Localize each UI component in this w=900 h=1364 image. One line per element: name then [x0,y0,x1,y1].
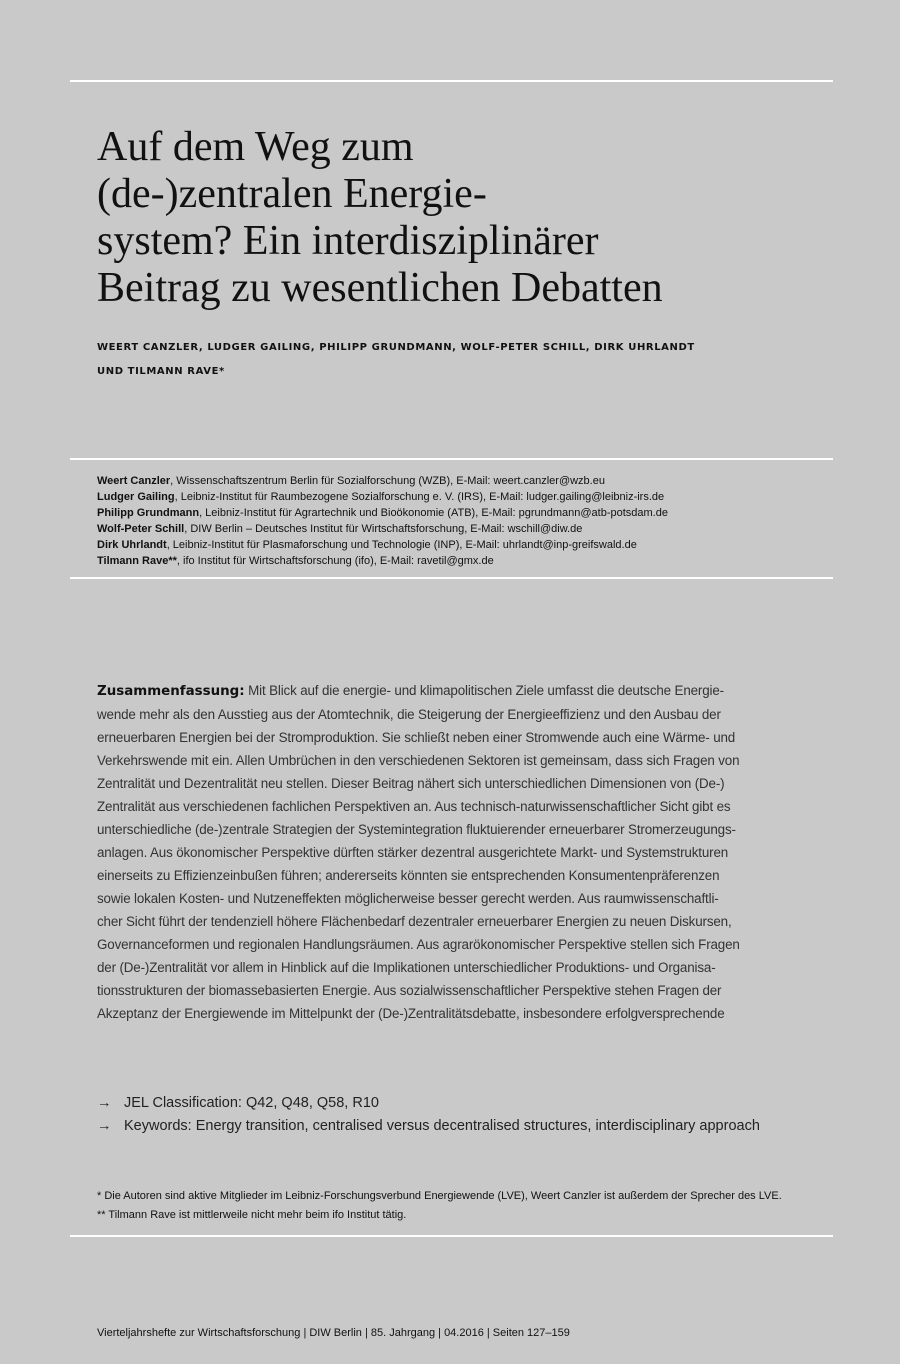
abstract-line: Zentralität und Dezentralität neu stellen. Dieser Beitrag nähert sich unterschiedlichen Dimensionen von (De-) [97,776,725,791]
abstract-first-line: Mit Blick auf die energie- und klimapolitischen Ziele umfasst die deutsche Energie- [244,683,724,698]
article-title [97,124,817,312]
abstract [97,679,817,1025]
author-name: Dirk Uhrlandt [97,539,167,551]
title-line: system? Ein interdisziplinärer [97,218,599,264]
keywords-text: Keywords: Energy transition, centralised versus decentralised structures, interdisciplinary approach [124,1118,760,1134]
abstract-line: cher Sicht führt der tendenziell höhere Flächenbedarf dezentraler erneuerbarer Energien zu neuen Diskursen, [97,914,732,929]
affiliation-row [97,537,817,553]
title-line: Beitrag zu wesentlichen Debatten [97,265,663,311]
footnote: * Die Autoren sind aktive Mitglieder im Leibniz-Forschungsverbund Energiewende (LVE), Weert Canzler ist außerdem der Sprecher des LVE. [97,1190,782,1202]
title-line: Auf dem Weg zum [97,124,414,170]
abstract-line: anlagen. Aus ökonomischer Perspektive dürften stärker dezentral ausgerichtete Markt- und Systemstrukturen [97,845,729,860]
author-name: Weert Canzler [97,475,171,487]
author-name: Ludger Gailing [97,491,175,503]
author-list [97,336,817,384]
arrow-right-icon: → [97,1118,112,1134]
footnote: ** Tilmann Rave ist mittlerweile nicht mehr beim ifo Institut tätig. [97,1209,407,1221]
abstract-line: einerseits zu Effizienzeinbußen führen; andererseits könnten sie entsprechenden Konsumentenpräferenzen [97,868,720,883]
journal-footer: Vierteljahrshefte zur Wirtschaftsforschung | DIW Berlin | 85. Jahrgang | 04.2016 | Seiten 127–159 [97,1327,570,1339]
abstract-line [97,679,817,703]
classification-block [97,1092,817,1138]
abstract-line: wende mehr als den Ausstieg aus der Atomtechnik, die Steigerung der Energieeffizienz und den Ausbau der [97,707,721,722]
affiliation-text: , Leibniz-Institut für Plasmaforschung und Technologie (INP), E-Mail: uhrlandt@inp-greifswald.de [166,539,637,551]
jel-text: JEL Classification: Q42, Q48, Q58, R10 [124,1095,379,1111]
affiliation-text: , Wissenschaftszentrum Berlin für Sozialforschung (WZB), E-Mail: weert.canzler@wzb.eu [170,475,605,487]
abstract-line: Akzeptanz der Energiewende im Mittelpunkt der (De-)Zentralitätsdebatte, insbesondere erfolgversprechende [97,1006,725,1021]
abstract-line: erneuerbaren Energien bei der Stromproduktion. Sie schließt neben einer Stromwende auch eine Wärme- und [97,730,736,745]
keywords [97,1115,817,1138]
abstract-line: unterschiedliche (de-)zentrale Strategien der Systemintegration fluktuierender erneuerbarer Stromerzeugungs- [97,822,736,837]
author-name: Tilmann Rave** [97,555,177,567]
affiliation-row [97,489,817,505]
abstract-line: der (De-)Zentralität vor allem in Hinblick auf die Implikationen unterschiedlicher Produktions- und Organisa- [97,960,716,975]
affiliations [97,473,817,569]
footnotes-bottom-rule [70,1235,833,1237]
affiliation-row [97,505,817,521]
author-name: Wolf-Peter Schill [97,523,185,535]
abstract-line: sowie lokalen Kosten- und Nutzeneffekten möglicherweise besser gerecht werden. Aus raumwissenschaftli- [97,891,719,906]
affiliations-bottom-rule [70,577,833,579]
affiliation-text: , DIW Berlin – Deutsches Institut für Wirtschaftsforschung, E-Mail: wschill@diw.de [184,523,583,535]
footnotes [97,1187,817,1225]
affiliation-text: , ifo Institut für Wirtschaftsforschung (ifo), E-Mail: ravetil@gmx.de [176,555,494,567]
author-line: WEERT CANZLER, LUDGER GAILING, PHILIPP GRUNDMANN, WOLF-PETER SCHILL, DIRK UHRLANDT [97,342,695,353]
abstract-line: tionsstrukturen der biomassebasierten Energie. Aus sozialwissenschaftlicher Perspektive stehen Fragen der [97,983,722,998]
jel-classification [97,1092,817,1115]
affiliation-row [97,473,817,489]
affiliations-top-rule [70,458,833,460]
abstract-line: Verkehrswende mit ein. Allen Umbrüchen in den verschiedenen Sektoren ist gemeinsam, dass sich Fragen von [97,753,740,768]
affiliation-text: , Leibniz-Institut für Agrartechnik und Bioökonomie (ATB), E-Mail: pgrundmann@atb-potsdam.de [199,507,668,519]
affiliation-row [97,553,817,569]
arrow-right-icon: → [97,1095,112,1111]
abstract-line: Zentralität aus verschiedenen fachlichen Perspektiven an. Aus technisch-naturwissenschaftlicher Sicht gibt es [97,799,731,814]
author-name: Philipp Grundmann [97,507,200,519]
abstract-line: Governanceformen und regionalen Handlungsräumen. Aus agrarökonomischer Perspektive stellen sich Fragen [97,937,740,952]
affiliation-row [97,521,817,537]
author-line: UND TILMANN RAVE* [97,366,225,377]
affiliation-text: , Leibniz-Institut für Raumbezogene Sozialforschung e. V. (IRS), E-Mail: ludger.gailing@leibniz-irs.de [174,491,665,503]
title-line: (de-)zentralen Energie- [97,171,487,217]
abstract-label: Zusammenfassung: [97,684,245,699]
top-rule [70,80,833,82]
